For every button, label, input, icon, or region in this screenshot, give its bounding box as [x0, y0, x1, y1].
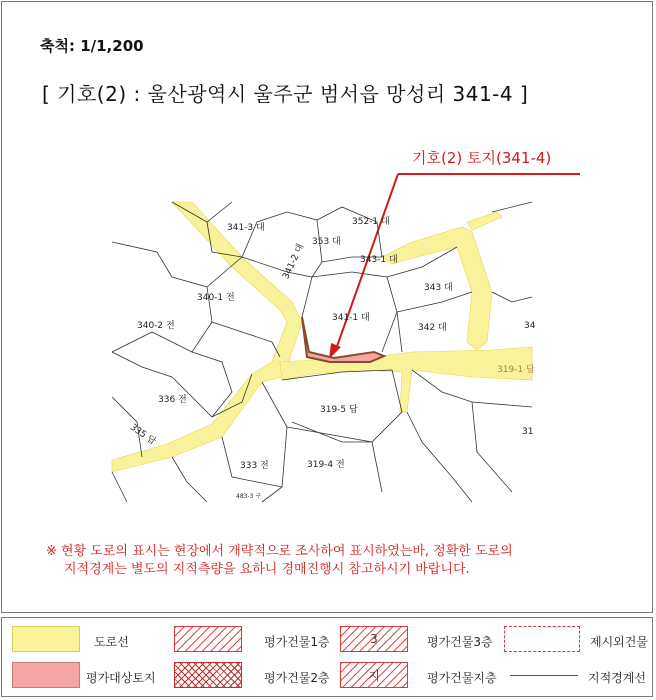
parcel-label-319-5: 319-5 답	[320, 405, 358, 415]
legend-eval-building-land-swatch	[340, 662, 408, 688]
legend-panel	[1, 617, 653, 697]
legend-eval-building-land-label: 평가건물지층	[427, 671, 497, 685]
scale-label: 축척: 1/1,200	[40, 37, 144, 55]
parcel-label-341-1: 341-1 대	[332, 313, 370, 323]
parcel-label-333: 333 전	[240, 461, 269, 471]
legend-eval-building-1-label: 평가건물1층	[264, 635, 330, 649]
parcel-label-483-3: 483-3 구	[236, 493, 262, 500]
notice-line-2: 지적경계는 별도의 지적측량을 요하니 경매진행시 참고하시기 바랍니다.	[64, 562, 470, 577]
legend-eval-building-1-swatch	[174, 626, 242, 652]
target-parcel	[302, 317, 384, 362]
parcel-label-341-2: 341-2 대	[281, 242, 307, 281]
legend-target-land-label: 평가대상토지	[86, 671, 156, 685]
parcel-label-319-4: 319-4 전	[307, 460, 345, 470]
legend-eval-building-2-swatch	[174, 662, 242, 688]
legend-symbol-ji: 지	[368, 668, 380, 683]
page-title: [ 기호(2) : 울산광역시 울주군 범서읍 망성리 341-4 ]	[42, 82, 529, 106]
parcel-label-340-1: 340-1 전	[197, 293, 235, 303]
legend-cadastral-line-label: 지적경계선	[588, 671, 646, 685]
road-spur	[467, 212, 502, 230]
parcel-label-31: 31	[522, 427, 534, 437]
legend-eval-building-2-label: 평가건물2층	[264, 671, 330, 685]
legend-eval-building-3-swatch	[340, 626, 408, 652]
legend-cadastral-line-sample	[510, 675, 578, 676]
parcel-label-342: 342 대	[418, 323, 447, 333]
legend-symbol-3: 3	[370, 632, 378, 646]
legend-road-label: 도로선	[94, 635, 129, 649]
notice-text	[46, 543, 636, 579]
parcel-label-340-2: 340-2 전	[137, 321, 175, 331]
legend-eval-building-3-label: 평가건물3층	[427, 635, 493, 649]
legend-road-swatch	[12, 626, 80, 652]
parcel-label-319-1: 319-1 답	[497, 365, 535, 375]
legend-excluded-building-label: 제시외건물	[590, 635, 648, 649]
parcel-label-34: 34	[524, 321, 536, 331]
parcel-label-343: 343 대	[424, 283, 453, 293]
parcel-label-335: 335 답	[127, 422, 158, 448]
legend-excluded-building-swatch	[504, 626, 580, 652]
notice-line-1: ※ 현황 도로의 표시는 현장에서 개략적으로 조사하여 표시하였는바, 정확한 도로의	[46, 544, 513, 559]
parcel-label-343-1: 343-1 대	[360, 255, 398, 265]
parcel-label-336: 336 전	[158, 395, 187, 405]
parcel-label-341-3: 341-3 대	[227, 223, 265, 233]
callout-label: 기호(2) 토지(341-4)	[412, 149, 552, 167]
map-frame	[1, 1, 653, 613]
cadastral-map	[112, 202, 536, 502]
parcel-label-352-1: 352-1 대	[352, 217, 390, 227]
parcel-label-353: 353 대	[312, 237, 341, 247]
legend-target-land-swatch	[12, 662, 80, 688]
